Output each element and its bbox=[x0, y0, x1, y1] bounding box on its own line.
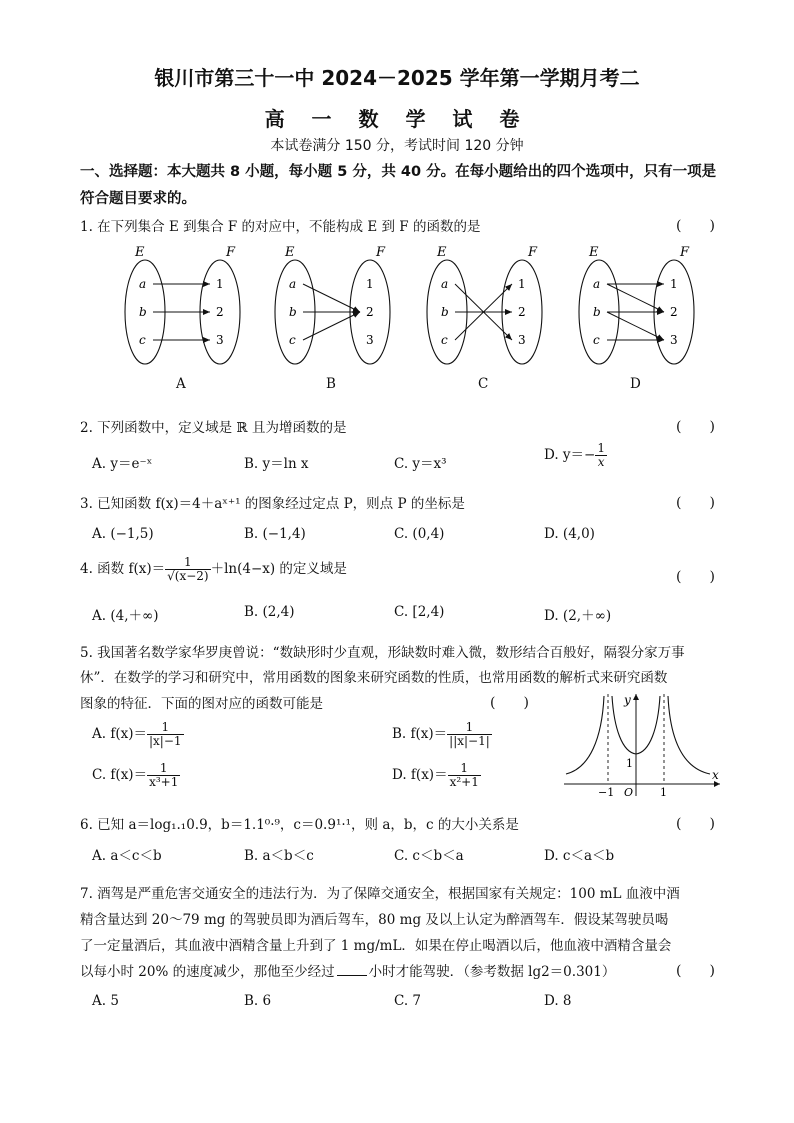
q6-option-a[interactable]: A. a＜c＜b bbox=[92, 848, 162, 864]
mapping-arrow bbox=[607, 312, 664, 340]
q7-answer-paren[interactable]: ( ) bbox=[676, 963, 715, 979]
set-e-element: a bbox=[441, 277, 449, 291]
set-e-label: E bbox=[589, 245, 599, 260]
set-e-label: E bbox=[437, 245, 447, 260]
q5-option-a[interactable] bbox=[92, 721, 184, 748]
q5-option-c-prefix: C. f(x)＝ bbox=[92, 767, 148, 784]
tick-label-y1: 1 bbox=[626, 757, 633, 770]
set-f-element: 2 bbox=[366, 305, 374, 319]
q1-answer-paren[interactable]: ( ) bbox=[676, 218, 715, 234]
q4-option-c[interactable]: C. [2,4) bbox=[394, 604, 445, 620]
q7-line-4-prefix: 以每小时 20% 的速度减少，那他至少经过 bbox=[80, 964, 335, 980]
set-f-element: 2 bbox=[518, 305, 526, 319]
tick-label-neg1: −1 bbox=[598, 786, 615, 799]
q2-text: 2. 下列函数中，定义域是 ℝ 且为增函数的是 bbox=[80, 420, 347, 436]
fraction-denominator: x³+1 bbox=[149, 775, 179, 790]
tick-label-pos1: 1 bbox=[660, 786, 667, 799]
q5-option-b[interactable] bbox=[392, 721, 492, 748]
q2-option-c[interactable]: C. y＝x³ bbox=[394, 456, 447, 472]
q4-text-prefix: 4. 函数 f(x)＝ bbox=[80, 561, 166, 578]
mapping-diagram-b bbox=[275, 245, 390, 364]
fraction-denominator: ||x|−1| bbox=[449, 734, 490, 749]
q5-line-1: 5. 我国著名数学家华罗庚曾说：“数缺形时少直观，形缺数时难入微，数形结合百般好，隔裂分家万事 bbox=[80, 645, 685, 661]
q4-option-b[interactable]: B. (2,4) bbox=[244, 604, 295, 620]
mapping-arrow bbox=[303, 312, 360, 340]
set-e-element: a bbox=[139, 277, 147, 291]
exam-subtitle: 高 一 数 学 试 卷 bbox=[264, 107, 530, 131]
set-e-element: b bbox=[441, 305, 449, 319]
q5-option-b-prefix: B. f(x)＝ bbox=[392, 726, 448, 743]
q6-text: 6. 已知 a＝log₁.₁0.9，b＝1.1⁰·⁹，c＝0.9¹·¹，则 a，b，c 的大小关系是 bbox=[80, 817, 519, 833]
q4-option-a[interactable]: A. (4,＋∞) bbox=[92, 608, 159, 624]
set-e-element: c bbox=[289, 333, 296, 347]
set-e-element: c bbox=[593, 333, 600, 347]
q7-option-a[interactable]: A. 5 bbox=[92, 993, 119, 1009]
fraction-numerator: 1 bbox=[447, 721, 492, 735]
q5-option-a-fraction bbox=[147, 721, 184, 748]
q2-option-d-fraction bbox=[595, 442, 607, 469]
q7-option-b[interactable]: B. 6 bbox=[244, 993, 272, 1009]
set-e-element: c bbox=[441, 333, 448, 347]
q7-answer-blank[interactable] bbox=[337, 975, 367, 976]
q7-line-4-suffix: 小时才能驾驶．（参考数据 lg2＝0.301） bbox=[368, 964, 616, 980]
q2-option-d[interactable] bbox=[544, 442, 607, 469]
fraction-numerator: 1 bbox=[597, 441, 606, 455]
mapping-arrow bbox=[607, 284, 664, 312]
set-f-element: 3 bbox=[518, 333, 526, 347]
set-e-element: c bbox=[139, 333, 146, 347]
q5-option-a-prefix: A. f(x)＝ bbox=[92, 726, 147, 743]
mapping-diagram-d bbox=[579, 245, 694, 364]
q5-function-graph bbox=[560, 688, 728, 800]
set-e-element: b bbox=[593, 305, 601, 319]
q5-option-c[interactable] bbox=[92, 762, 180, 789]
set-f-element: 3 bbox=[216, 333, 224, 347]
set-f-element: 1 bbox=[518, 277, 526, 291]
q5-option-d-prefix: D. f(x)＝ bbox=[392, 767, 448, 784]
set-f-element: 3 bbox=[366, 333, 374, 347]
set-f-element: 1 bbox=[670, 277, 678, 291]
q3-text: 3. 已知函数 f(x)＝4＋aˣ⁺¹ 的图象经过定点 P，则点 P 的坐标是 bbox=[80, 496, 465, 512]
mapping-diagram-a bbox=[125, 245, 240, 364]
fraction-numerator: 1 bbox=[147, 762, 180, 776]
q1-label-b[interactable]: B bbox=[326, 376, 336, 392]
q7-line-3: 了一定量酒后，其血液中酒精含量上升到了 1 mg/mL．如果在停止喝酒以后，他血液中酒精含量会 bbox=[80, 938, 672, 954]
q3-option-b[interactable]: B. (−1,4) bbox=[244, 526, 306, 542]
q2-option-d-prefix: D. y＝− bbox=[544, 447, 596, 464]
q4-answer-paren[interactable]: ( ) bbox=[676, 569, 715, 585]
section-heading-cont: 符合题目要求的。 bbox=[80, 191, 196, 207]
q6-option-b[interactable]: B. a＜b＜c bbox=[244, 848, 314, 864]
curve-left-branch bbox=[566, 696, 604, 774]
q1-label-d[interactable]: D bbox=[630, 376, 641, 392]
q4-text bbox=[80, 556, 347, 583]
q3-answer-paren[interactable]: ( ) bbox=[676, 495, 715, 511]
curve-right-branch bbox=[668, 696, 710, 774]
q4-text-suffix: ＋ln(4−x) 的定义域是 bbox=[210, 561, 347, 578]
q7-line-4 bbox=[80, 960, 615, 980]
set-e-element: b bbox=[139, 305, 147, 319]
q2-option-b[interactable]: B. y＝ln x bbox=[244, 456, 309, 472]
q5-option-c-fraction bbox=[147, 762, 180, 789]
q2-answer-paren[interactable]: ( ) bbox=[676, 419, 715, 435]
set-f-label: F bbox=[226, 245, 236, 260]
q7-line-2: 精含量达到 20～79 mg 的驾驶员即为酒后驾车，80 mg 及以上认定为醉酒驾车．假设某驾驶员喝 bbox=[80, 912, 669, 928]
set-f-element: 1 bbox=[216, 277, 224, 291]
origin-label: O bbox=[624, 786, 634, 799]
fraction-denominator: √(x−2) bbox=[167, 569, 209, 584]
q5-line-2: 休”．在数学的学习和研究中，常用函数的图象来研究函数的性质，也常用函数的解析式来研究函数 bbox=[80, 670, 668, 686]
fraction-denominator: x²+1 bbox=[449, 775, 479, 790]
set-f-element: 2 bbox=[216, 305, 224, 319]
fraction-numerator: 1 bbox=[448, 762, 481, 776]
y-axis-label: y bbox=[624, 693, 631, 707]
exam-title: 银川市第三十一中 2024－2025 学年第一学期月考二 bbox=[154, 66, 640, 90]
q5-option-d[interactable] bbox=[392, 762, 481, 789]
fraction-denominator: |x|−1 bbox=[148, 734, 182, 749]
q3-option-a[interactable]: A. (−1,5) bbox=[92, 526, 154, 542]
mapping-diagram-c bbox=[427, 245, 542, 364]
exam-info: 本试卷满分 150 分，考试时间 120 分钟 bbox=[270, 138, 524, 154]
q5-option-b-fraction bbox=[447, 721, 492, 748]
q1-label-a[interactable]: A bbox=[176, 376, 186, 392]
q2-option-a[interactable]: A. y＝e⁻ˣ bbox=[92, 456, 153, 472]
q7-line-1: 7. 酒驾是严重危害交通安全的违法行为．为了保障交通安全，根据国家有关规定：100 mL 血液中酒 bbox=[80, 886, 680, 902]
q7-option-c[interactable]: C. 7 bbox=[394, 993, 422, 1009]
set-e-label: E bbox=[135, 245, 145, 260]
q4-option-d[interactable]: D. (2,＋∞) bbox=[544, 608, 612, 624]
q5-line-3: 图象的特征．下面的图对应的函数可能是 bbox=[80, 696, 323, 712]
set-e-label: E bbox=[285, 245, 295, 260]
q5-answer-paren[interactable]: ( ) bbox=[490, 695, 529, 711]
set-f-label: F bbox=[680, 245, 690, 260]
q1-mapping-diagrams bbox=[100, 240, 740, 400]
q3-option-d[interactable]: D. (4,0) bbox=[544, 526, 595, 542]
q1-label-c[interactable]: C bbox=[478, 376, 489, 392]
fraction-numerator: 1 bbox=[147, 721, 184, 735]
set-f-element: 2 bbox=[670, 305, 678, 319]
x-axis-label: x bbox=[712, 768, 719, 782]
q4-fraction bbox=[165, 556, 210, 583]
fraction-denominator: x bbox=[597, 455, 605, 470]
set-f-element: 3 bbox=[670, 333, 678, 347]
set-f-element: 1 bbox=[366, 277, 374, 291]
set-f-label: F bbox=[528, 245, 538, 260]
fraction-numerator: 1 bbox=[165, 556, 210, 570]
q7-option-d[interactable]: D. 8 bbox=[544, 993, 572, 1009]
q3-option-c[interactable]: C. (0,4) bbox=[394, 526, 445, 542]
q6-option-d[interactable]: D. c＜a＜b bbox=[544, 848, 615, 864]
set-f-label: F bbox=[376, 245, 386, 260]
q6-option-c[interactable]: C. c＜b＜a bbox=[394, 848, 464, 864]
set-e-element: a bbox=[289, 277, 297, 291]
mapping-arrow bbox=[303, 284, 360, 312]
q5-option-d-fraction bbox=[448, 762, 481, 789]
set-e-element: b bbox=[289, 305, 297, 319]
q6-answer-paren[interactable]: ( ) bbox=[676, 816, 715, 832]
q1-text: 1. 在下列集合 E 到集合 F 的对应中，不能构成 E 到 F 的函数的是 bbox=[80, 219, 481, 235]
section-heading: 一、选择题：本大题共 8 小题，每小题 5 分，共 40 分。在每小题给出的四个选项中，只有一项是 bbox=[80, 164, 717, 180]
set-e-element: a bbox=[593, 277, 601, 291]
